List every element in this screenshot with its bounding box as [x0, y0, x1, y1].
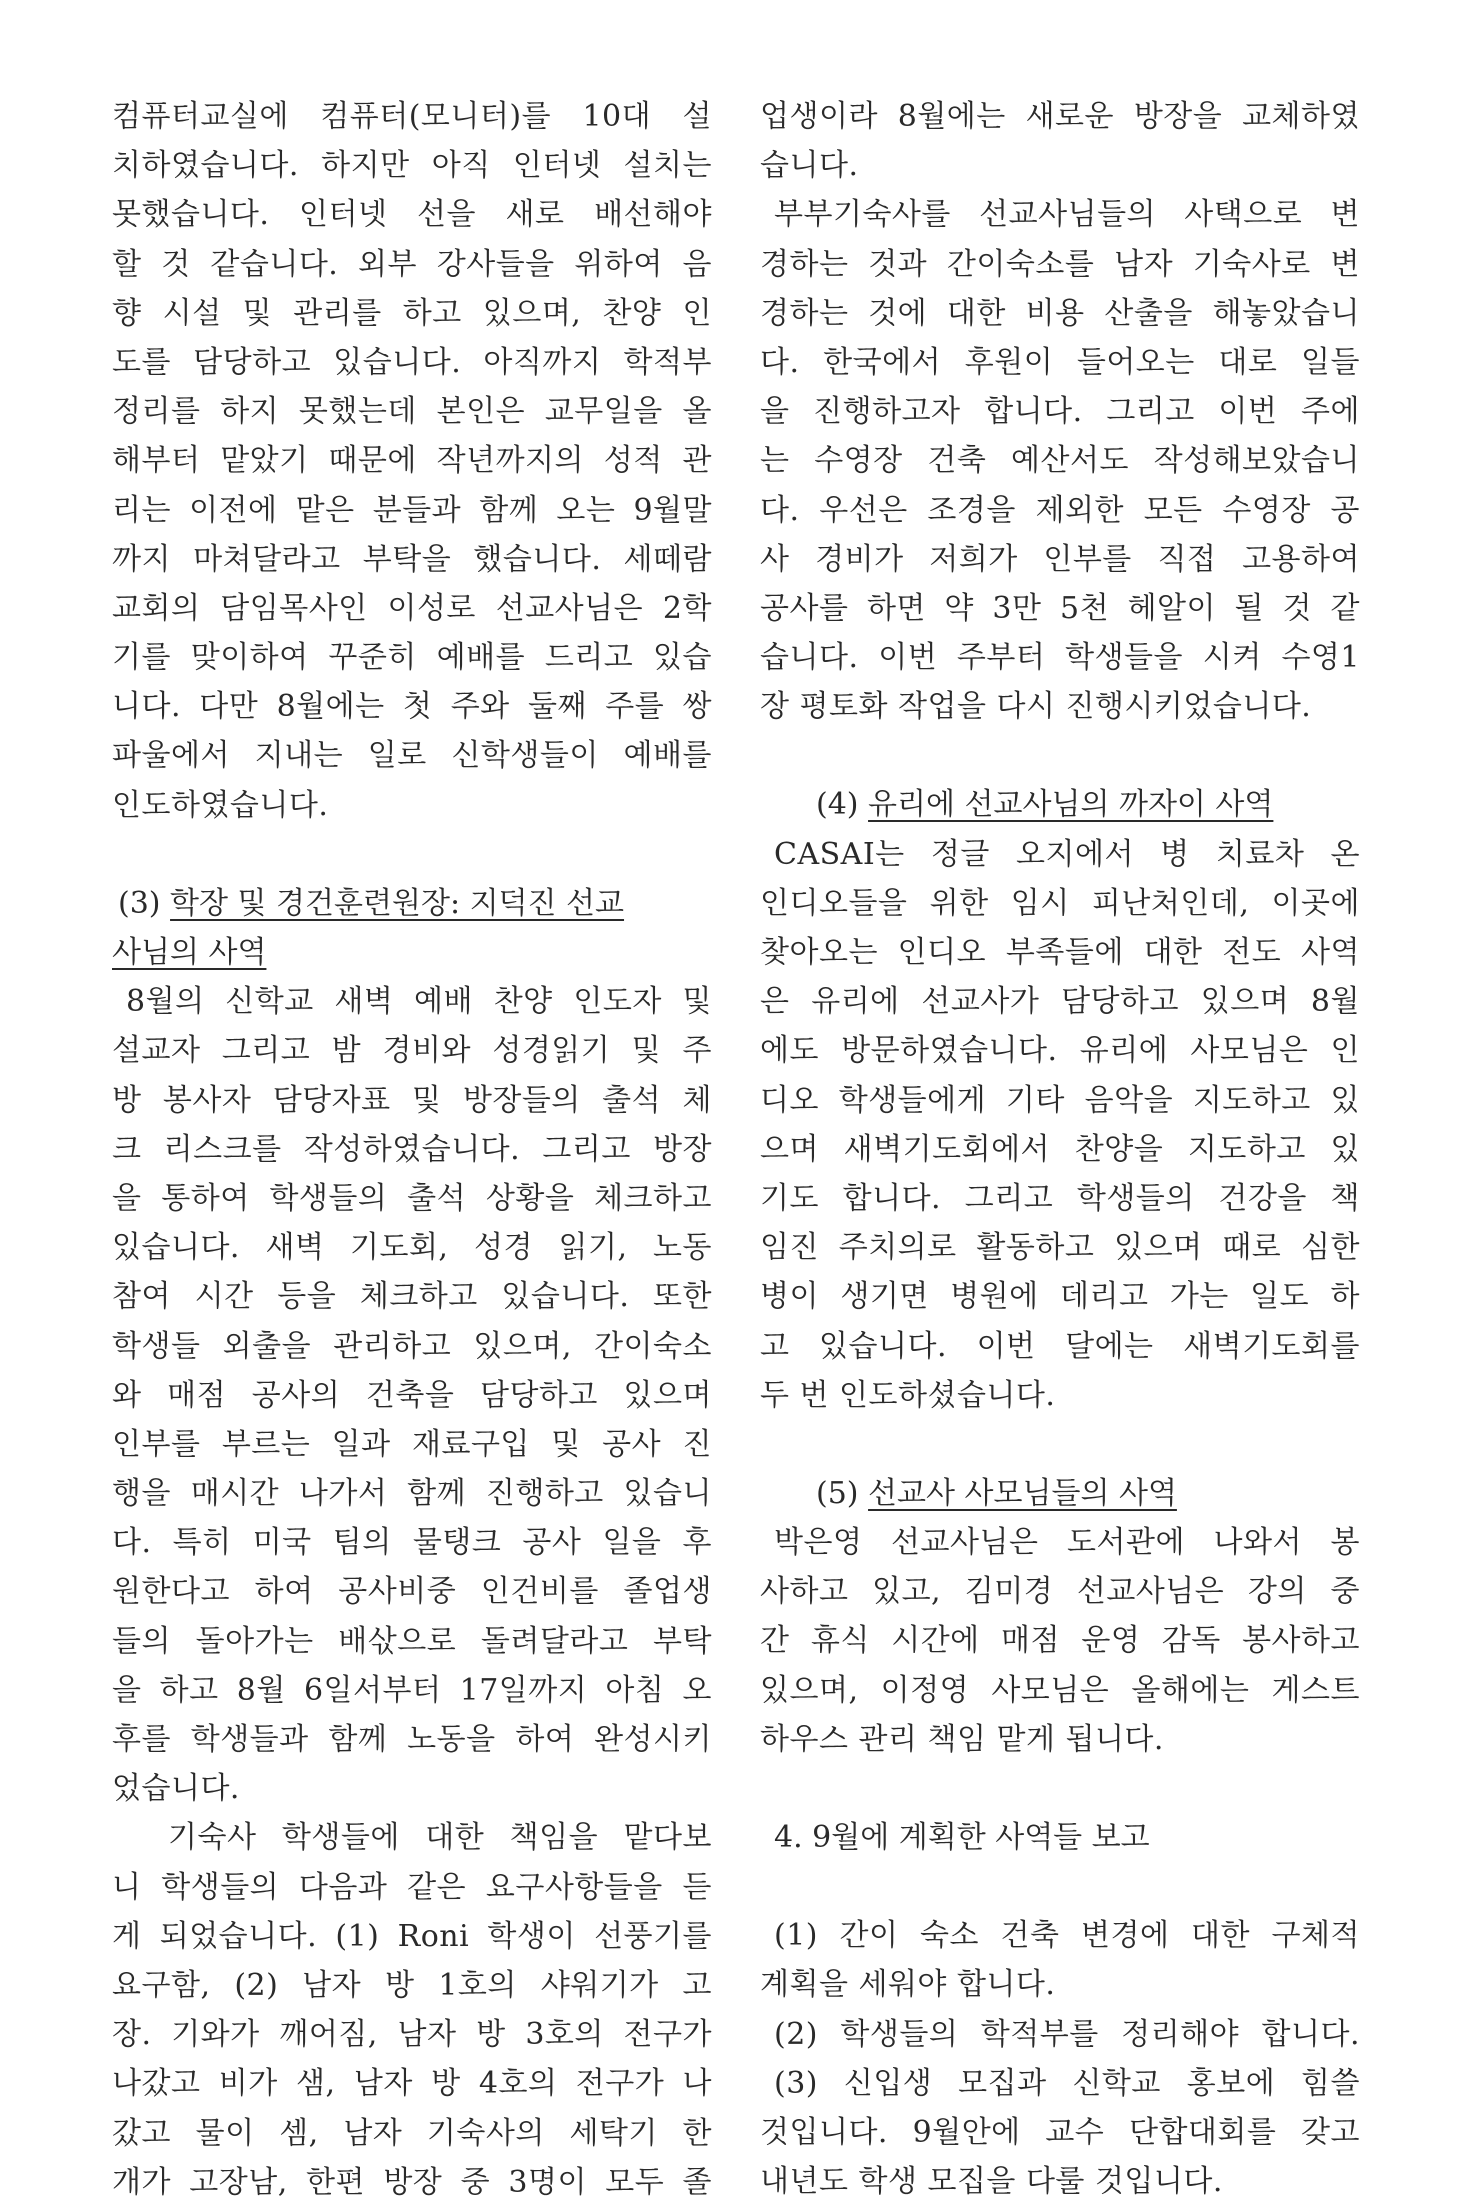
text-line: 습니다. 이번 주부터 학생들을 시켜 수영1	[760, 640, 1360, 676]
section-5-heading	[760, 1469, 1360, 1518]
section-title: 선교사 사모님들의 사역	[868, 1475, 1177, 1511]
text-line: 8월의 신학교 새벽 예배 찬양 인도자 및	[126, 984, 712, 1020]
text-line: 두 번 인도하셨습니다.	[760, 1377, 1056, 1413]
text-line: 습니다.	[760, 148, 859, 184]
left-column	[112, 92, 712, 2207]
text-line: 는 수영장 건축 예산서도 작성해보았습니	[760, 443, 1360, 479]
section-number: (3)	[118, 885, 161, 921]
text-line: 후를 학생들과 함께 노동을 하여 완성시키	[112, 1722, 712, 1757]
text-line: 다. 한국에서 후원이 들어오는 대로 일들	[760, 344, 1360, 380]
text-line: 사하고 있고, 김미경 선교사님은 강의 중	[760, 1574, 1360, 1610]
text-line: 병이 생기면 병원에 데리고 가는 일도 하	[760, 1279, 1360, 1315]
right-column	[760, 92, 1360, 2206]
paragraph-casai	[760, 830, 1360, 1420]
text-line: 있습니다. 새벽 기도회, 성경 읽기, 노동	[112, 1230, 712, 1266]
text-line: 인도하였습니다.	[112, 787, 329, 823]
text-line: 향 시설 및 관리를 하고 있으며, 찬양 인	[112, 295, 712, 331]
text-line: 것입니다. 9월안에 교수 단합대회를 갖고	[760, 2114, 1360, 2150]
text-line: 개가 고장남, 한편 방장 중 3명이 모두 졸	[112, 2164, 712, 2200]
paragraph-room-leaders	[760, 92, 1360, 190]
text-line: 인디오들을 위한 임시 피난처인데, 이곳에	[760, 885, 1360, 921]
text-line: (2) 학생들의 학적부를 정리해야 합니다.	[774, 2016, 1360, 2052]
text-line: 을 진행하고자 합니다. 그리고 이번 주에	[760, 394, 1360, 430]
text-line: 공사를 하면 약 3만 5천 헤알이 될 것 같	[760, 590, 1360, 626]
text-line: 원한다고 하여 공사비중 인건비를 졸업생	[112, 1574, 712, 1610]
section-4-heading	[760, 780, 1360, 829]
text-line: 경하는 것에 대한 비용 산출을 해놓았습니	[760, 295, 1360, 331]
text-line: 찾아오는 인디오 부족들에 대한 전도 사역	[760, 935, 1360, 970]
text-line: 사 경비가 저희가 인부를 직접 고용하여	[760, 541, 1360, 577]
text-line: 나갔고 비가 샘, 남자 방 4호의 전구가 나	[112, 2066, 712, 2102]
text-line: 니다. 다만 8월에는 첫 주와 둘째 주를 쌍	[112, 689, 712, 725]
text-line: 인부를 부르는 일과 재료구입 및 공사 진	[112, 1426, 712, 1462]
text-line: 교회의 담임목사인 이성로 선교사님은 2학	[112, 590, 712, 626]
section-3-heading	[112, 879, 712, 977]
text-line: 니 학생들의 다음과 같은 요구사항들을 듣	[112, 1869, 712, 1905]
text-line: 까지 마쳐달라고 부탁을 했습니다. 세떼람	[112, 541, 712, 577]
text-line: 치하였습니다. 하지만 아직 인터넷 설치는	[112, 148, 712, 184]
paragraph-dean-ministry	[112, 977, 712, 1813]
text-line: 파울에서 지내는 일로 신학생들이 예배를	[112, 738, 712, 774]
paragraph-computer-lab	[112, 92, 712, 830]
text-line: 학생들 외출을 관리하고 있으며, 간이숙소	[112, 1328, 712, 1364]
text-line: 정리를 하지 못했는데 본인은 교무일을 올	[112, 394, 712, 430]
text-line: CASAI는 정글 오지에서 병 치료차 온	[774, 836, 1360, 872]
text-line: 박은영 선교사님은 도서관에 나와서 봉	[774, 1525, 1360, 1561]
text-line: 으며 새벽기도회에서 찬양을 지도하고 있	[760, 1131, 1360, 1167]
section-september-plans-heading	[760, 1813, 1360, 1862]
text-line: 게 되었습니다. (1) Roni 학생이 선풍기를	[112, 1918, 712, 1954]
text-line: 다. 특히 미국 팀의 물탱크 공사 일을 후	[112, 1525, 712, 1561]
text-line: 할 것 같습니다. 외부 강사들을 위하여 음	[112, 246, 712, 282]
text-line: 임진 주치의로 활동하고 있으며 때로 심한	[760, 1230, 1360, 1266]
text-line: 도를 담당하고 있습니다. 아직까지 학적부	[112, 344, 712, 380]
text-line: 컴퓨터교실에 컴퓨터(모니터)를 10대 설	[112, 99, 712, 134]
text-line: 에도 방문하였습니다. 유리에 사모님은 인	[760, 1033, 1360, 1069]
text-line: 계획을 세워야 합니다.	[760, 1967, 1056, 2003]
paragraph-september-plans	[760, 1911, 1360, 2206]
paragraph-wives-ministry	[760, 1518, 1360, 1764]
text-line: 참여 시간 등을 체크하고 있습니다. 또한	[112, 1279, 712, 1315]
text-line: 다. 우선은 조경을 제외한 모든 수영장 공	[760, 492, 1360, 528]
text-line: 기를 맞이하여 꾸준히 예배를 드리고 있습	[112, 640, 712, 676]
text-line: 못했습니다. 인터넷 선을 새로 배선해야	[112, 197, 712, 233]
text-line: 와 매점 공사의 건축을 담당하고 있으며	[112, 1377, 712, 1413]
text-line: 리는 이전에 맡은 분들과 함께 오는 9월말	[112, 492, 712, 528]
text-line: 경하는 것과 간이숙소를 남자 기숙사로 변	[760, 246, 1360, 282]
section-title: 학장 및 경건훈련원장: 지덕진 선교	[170, 885, 625, 921]
text-line: 었습니다.	[112, 1771, 240, 1807]
text-line: 장. 기와가 깨어짐, 남자 방 3호의 전구가	[112, 2017, 712, 2053]
text-line: 디오 학생들에게 기타 음악을 지도하고 있	[760, 1082, 1360, 1118]
text-line: 기도 합니다. 그리고 학생들의 건강을 책	[760, 1180, 1360, 1216]
text-line: 을 하고 8월 6일서부터 17일까지 아침 오	[112, 1672, 712, 1708]
text-line: 들의 돌아가는 배삯으로 돌려달라고 부탁	[112, 1623, 712, 1659]
text-line: 고 있습니다. 이번 달에는 새벽기도회를	[760, 1328, 1360, 1364]
text-line: 설교자 그리고 밤 경비와 성경읽기 및 주	[112, 1033, 712, 1069]
text-line: (1) 간이 숙소 건축 변경에 대한 구체적	[774, 1918, 1360, 1954]
text-line: 장 평토화 작업을 다시 진행시키었습니다.	[760, 689, 1312, 725]
text-line: 해부터 맡았기 때문에 작년까지의 성적 관	[112, 443, 712, 479]
text-line: 간 휴식 시간에 매점 운영 감독 봉사하고	[760, 1623, 1360, 1659]
text-line: 하우스 관리 책임 맡게 됩니다.	[760, 1721, 1164, 1757]
text-line: (3) 신입생 모집과 신학교 홍보에 힘쓸	[774, 2065, 1360, 2101]
text-line: 부부기숙사를 선교사님들의 사택으로 변	[774, 197, 1360, 233]
text-line: 은 유리에 선교사가 담당하고 있으며 8월	[760, 984, 1360, 1020]
text-line: 요구함, (2) 남자 방 1호의 샤워기가 고	[112, 1967, 712, 2003]
section-title: 유리에 선교사님의 까자이 사역	[868, 787, 1274, 823]
text-line: 방 봉사자 담당자표 및 방장들의 출석 체	[112, 1082, 712, 1118]
section-title: 4. 9월에 계획한 사역들 보고	[774, 1820, 1150, 1855]
section-number: (5)	[816, 1475, 859, 1511]
text-line: 있으며, 이정영 사모님은 올해에는 게스트	[760, 1672, 1360, 1708]
text-line: 내년도 학생 모집을 다룰 것입니다.	[760, 2164, 1223, 2200]
section-title: 사님의 사역	[112, 935, 267, 970]
text-line: 기숙사 학생들에 대한 책임을 맡다보	[168, 1820, 712, 1856]
text-line: 갔고 물이 셈, 남자 기숙사의 세탁기 한	[112, 2115, 712, 2151]
text-line: 을 통하여 학생들의 출석 상황을 체크하고	[112, 1180, 712, 1216]
paragraph-dorm-requests	[112, 1813, 712, 2207]
text-line: 행을 매시간 나가서 함께 진행하고 있습니	[112, 1476, 712, 1512]
text-line: 크 리스크를 작성하였습니다. 그리고 방장	[112, 1131, 712, 1167]
section-number: (4)	[816, 787, 859, 823]
paragraph-dorm-renovation	[760, 190, 1360, 731]
text-line: 업생이라 8월에는 새로운 방장을 교체하였	[760, 99, 1360, 134]
